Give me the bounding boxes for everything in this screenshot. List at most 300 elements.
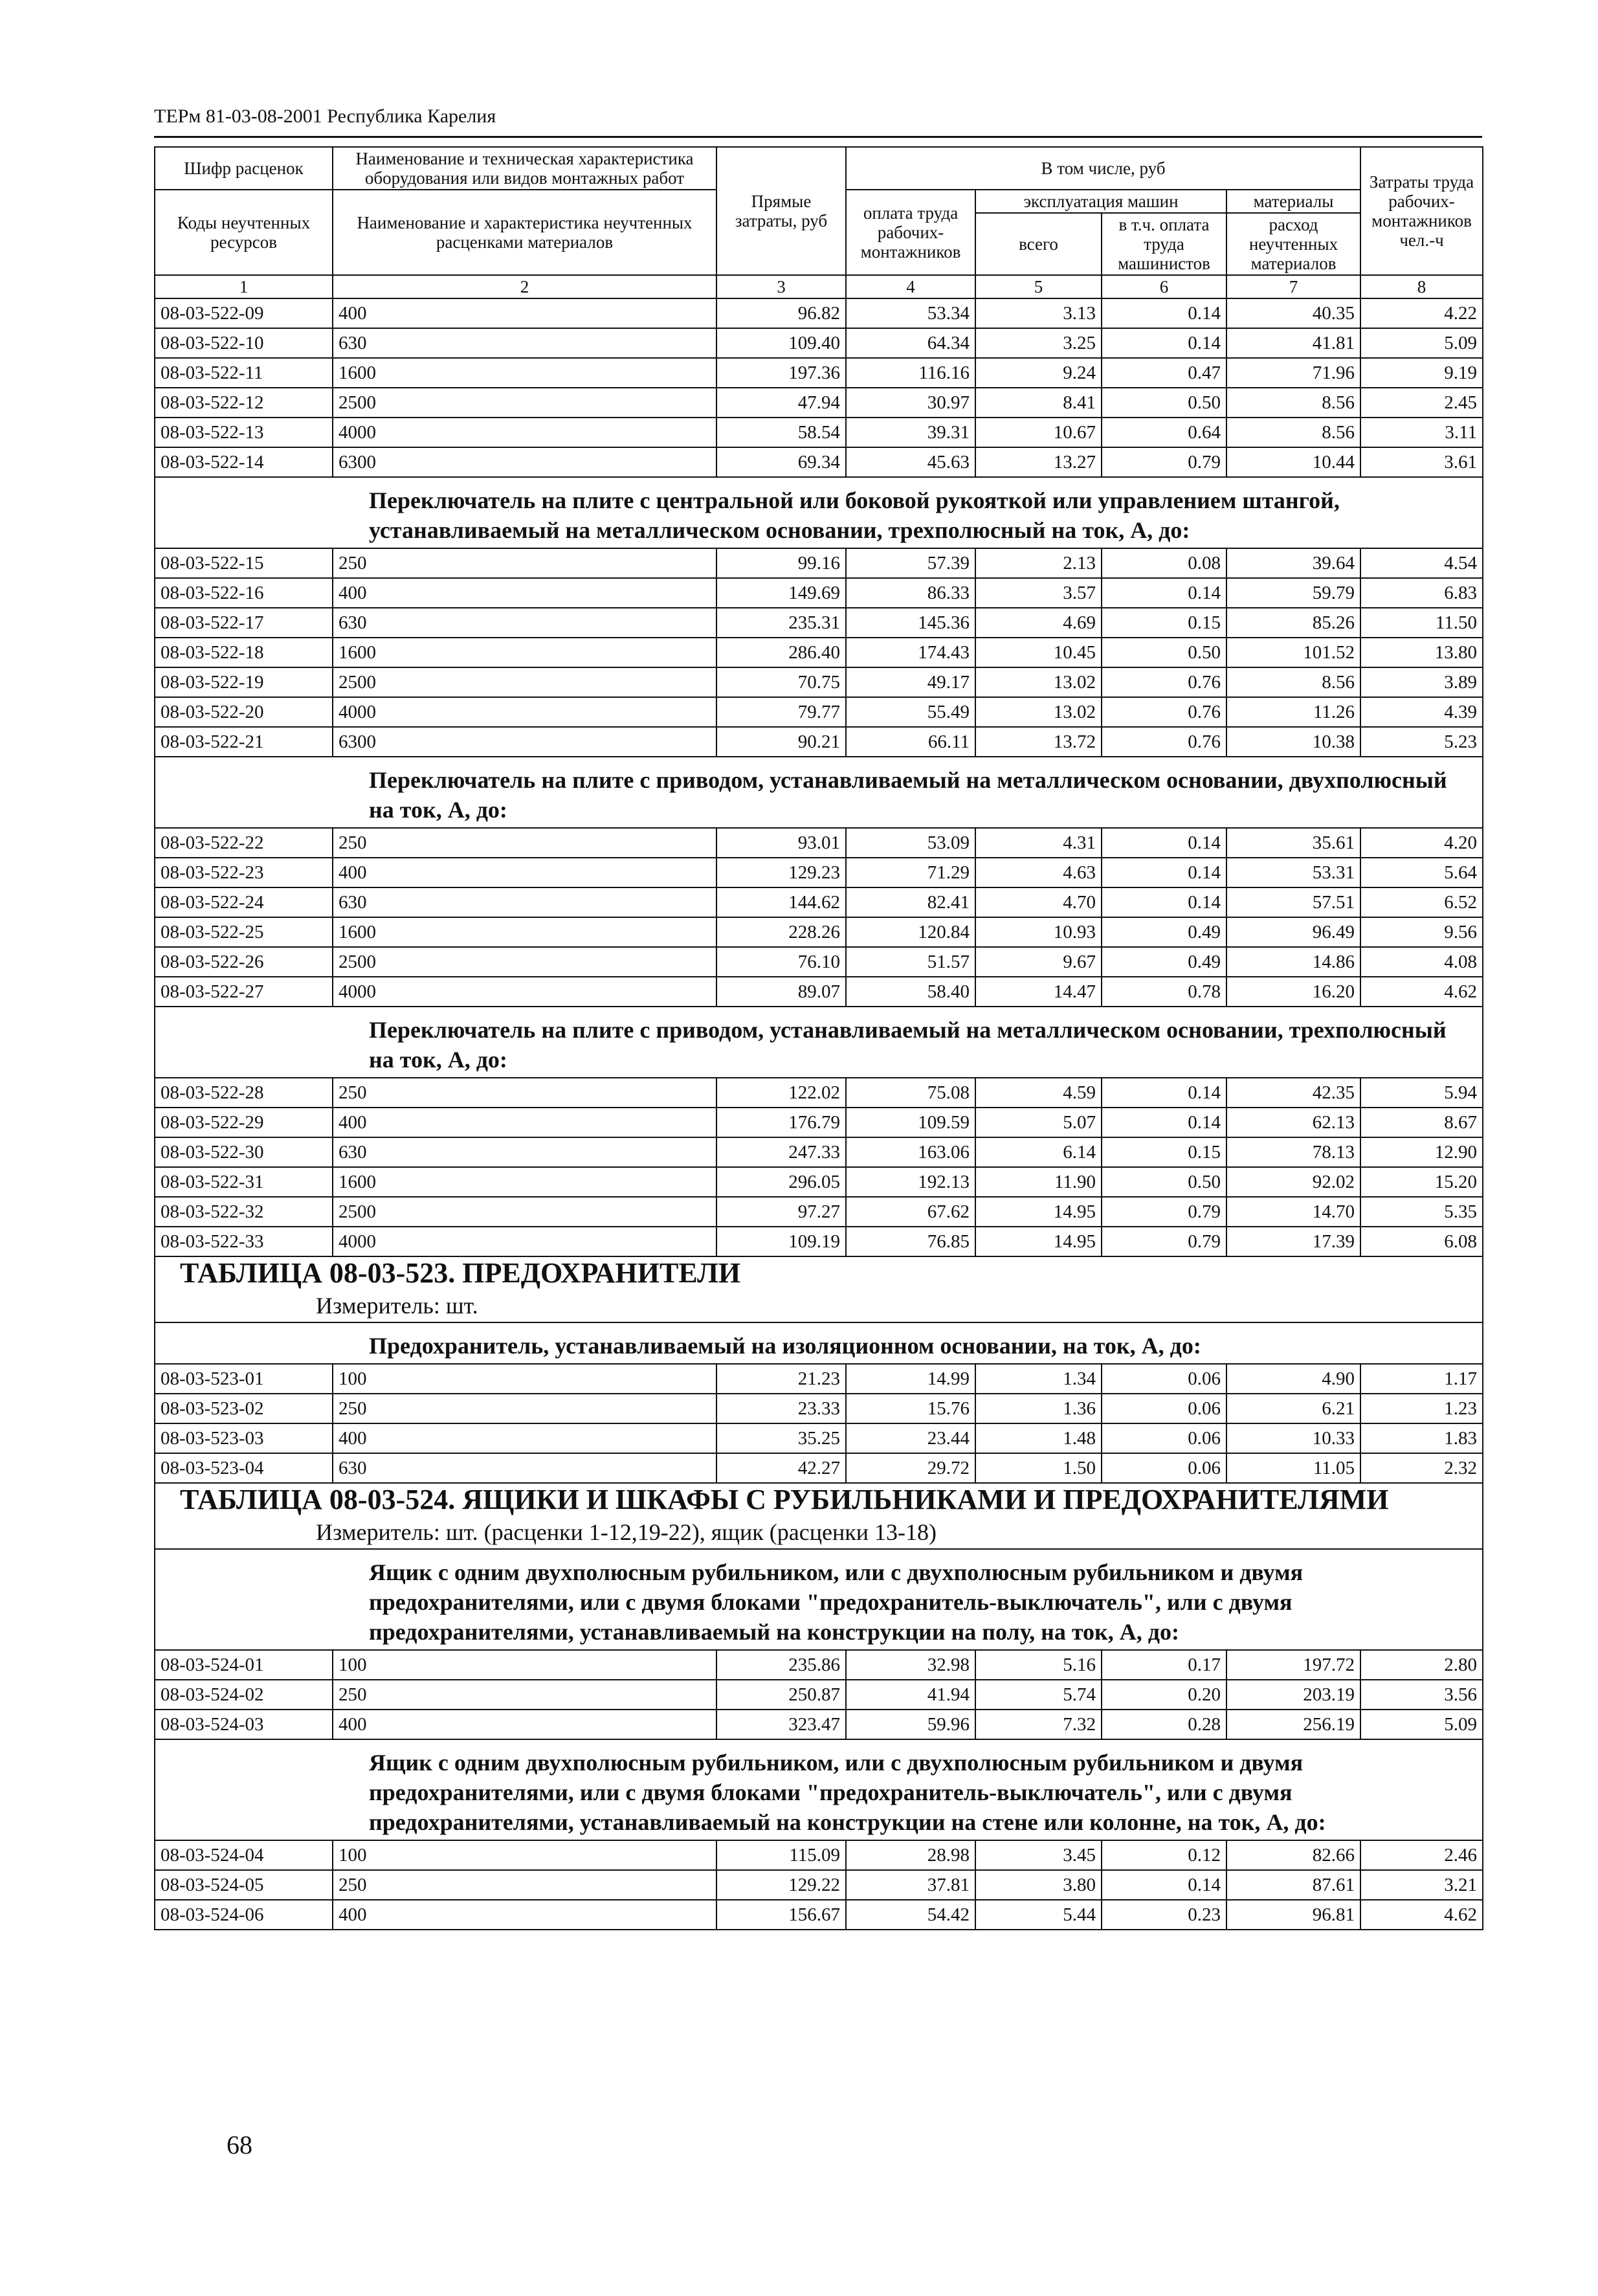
cost-value: 0.14 (1102, 828, 1226, 858)
cost-value: 120.84 (846, 917, 975, 947)
cost-value: 96.49 (1226, 917, 1360, 947)
col-index: 3 (716, 275, 846, 298)
rate-current: 250 (333, 828, 716, 858)
cost-value: 30.97 (846, 388, 975, 418)
rate-code: 08-03-522-16 (155, 578, 333, 608)
col-index: 5 (975, 275, 1102, 298)
cost-value: 6.08 (1360, 1227, 1483, 1256)
rate-code: 08-03-524-02 (155, 1680, 333, 1710)
cost-value: 5.35 (1360, 1197, 1483, 1227)
cost-value: 1.23 (1360, 1394, 1483, 1423)
cost-value: 11.26 (1226, 697, 1360, 727)
cost-value: 57.51 (1226, 887, 1360, 917)
rate-current: 400 (333, 1108, 716, 1137)
cost-value: 109.40 (716, 328, 846, 358)
section-title: Переключатель на плите с приводом, устанавливаемый на металлическом основании, трехполюсный на ток, А, до: (155, 1007, 1483, 1078)
cost-value: 3.61 (1360, 447, 1483, 477)
cost-value: 14.47 (975, 977, 1102, 1007)
cost-value: 39.31 (846, 418, 975, 447)
cost-value: 10.38 (1226, 727, 1360, 757)
col-code-top: Шифр расценок (155, 147, 333, 190)
table-row (155, 1364, 1483, 1394)
cost-value: 0.08 (1102, 548, 1226, 578)
cost-value: 4.39 (1360, 697, 1483, 727)
rate-current: 1600 (333, 358, 716, 388)
rate-current: 1600 (333, 917, 716, 947)
table-row (155, 977, 1483, 1007)
cost-value: 4.90 (1226, 1364, 1360, 1394)
cost-value: 10.44 (1226, 447, 1360, 477)
rate-current: 250 (333, 1680, 716, 1710)
rate-code: 08-03-522-30 (155, 1137, 333, 1167)
cost-value: 16.20 (1226, 977, 1360, 1007)
rate-current: 4000 (333, 1227, 716, 1256)
cost-value: 0.79 (1102, 1197, 1226, 1227)
cost-value: 42.27 (716, 1453, 846, 1483)
rate-code: 08-03-524-06 (155, 1900, 333, 1930)
cost-value: 8.41 (975, 388, 1102, 418)
table-row (155, 1680, 1483, 1710)
header-rule (154, 136, 1482, 138)
cost-value: 129.22 (716, 1870, 846, 1900)
cost-value: 8.56 (1226, 667, 1360, 697)
rate-current: 100 (333, 1840, 716, 1870)
rate-current: 400 (333, 578, 716, 608)
table-row (155, 608, 1483, 638)
cost-value: 13.27 (975, 447, 1102, 477)
cost-value: 15.20 (1360, 1167, 1483, 1197)
cost-value: 93.01 (716, 828, 846, 858)
table-row (155, 1167, 1483, 1197)
col-machines: эксплуатация машин (975, 190, 1226, 213)
cost-value: 144.62 (716, 887, 846, 917)
cost-value: 99.16 (716, 548, 846, 578)
cost-value: 0.14 (1102, 578, 1226, 608)
cost-value: 0.15 (1102, 608, 1226, 638)
cost-value: 96.82 (716, 298, 846, 328)
cost-value: 0.76 (1102, 727, 1226, 757)
rate-code: 08-03-522-12 (155, 388, 333, 418)
cost-value: 6.21 (1226, 1394, 1360, 1423)
cost-value: 0.50 (1102, 1167, 1226, 1197)
cost-value: 14.70 (1226, 1197, 1360, 1227)
section-title: Ящик с одним двухполюсным рубильником, или с двухполюсным рубильником и двумя предохранителями, или с двумя блоками "предохранитель-выключатель", или с двумя предохранителями, устанавливаемый на конструкции на полу, на ток, А, до: (155, 1549, 1483, 1650)
cost-value: 4.69 (975, 608, 1102, 638)
cost-value: 57.39 (846, 548, 975, 578)
cost-value: 0.49 (1102, 917, 1226, 947)
cost-value: 5.09 (1360, 328, 1483, 358)
cost-value: 0.17 (1102, 1650, 1226, 1680)
cost-value: 109.59 (846, 1108, 975, 1137)
table-row (155, 1227, 1483, 1256)
cost-value: 97.27 (716, 1197, 846, 1227)
rate-code: 08-03-524-01 (155, 1650, 333, 1680)
cost-value: 250.87 (716, 1680, 846, 1710)
col-direct: Прямые затраты, руб (716, 147, 846, 275)
cost-value: 35.25 (716, 1423, 846, 1453)
cost-value: 14.95 (975, 1227, 1102, 1256)
rate-current: 400 (333, 1710, 716, 1739)
cost-value: 29.72 (846, 1453, 975, 1483)
cost-value: 116.16 (846, 358, 975, 388)
cost-value: 75.08 (846, 1078, 975, 1108)
cost-value: 3.25 (975, 328, 1102, 358)
col-machinists-pay: в т.ч. оплата труда машинистов (1102, 213, 1226, 275)
cost-value: 0.79 (1102, 447, 1226, 477)
cost-value: 0.06 (1102, 1364, 1226, 1394)
table-title: ТАБЛИЦА 08-03-523. ПРЕДОХРАНИТЕЛИ (180, 1257, 741, 1289)
rate-code: 08-03-522-14 (155, 447, 333, 477)
col-index: 1 (155, 275, 333, 298)
cost-value: 2.45 (1360, 388, 1483, 418)
cost-value: 5.44 (975, 1900, 1102, 1930)
rate-current: 2500 (333, 667, 716, 697)
rate-code: 08-03-522-19 (155, 667, 333, 697)
rate-code: 08-03-523-01 (155, 1364, 333, 1394)
cost-value: 40.35 (1226, 298, 1360, 328)
table-row (155, 358, 1483, 388)
cost-value: 101.52 (1226, 638, 1360, 667)
rate-current: 4000 (333, 977, 716, 1007)
cost-value: 11.50 (1360, 608, 1483, 638)
rate-current: 1600 (333, 638, 716, 667)
cost-value: 10.45 (975, 638, 1102, 667)
cost-value: 0.14 (1102, 328, 1226, 358)
rate-code: 08-03-522-18 (155, 638, 333, 667)
table-measure: Измеритель: шт. (316, 1293, 478, 1319)
section-row (155, 1549, 1483, 1650)
table-row (155, 447, 1483, 477)
cost-value: 1.83 (1360, 1423, 1483, 1453)
cost-value: 13.72 (975, 727, 1102, 757)
cost-value: 5.74 (975, 1680, 1102, 1710)
column-index-row (155, 275, 1483, 298)
cost-value: 17.39 (1226, 1227, 1360, 1256)
cost-value: 323.47 (716, 1710, 846, 1739)
cost-value: 9.24 (975, 358, 1102, 388)
cost-value: 13.02 (975, 667, 1102, 697)
cost-value: 82.66 (1226, 1840, 1360, 1870)
cost-value: 296.05 (716, 1167, 846, 1197)
table-row (155, 667, 1483, 697)
cost-value: 3.45 (975, 1840, 1102, 1870)
col-index: 8 (1360, 275, 1483, 298)
cost-value: 5.07 (975, 1108, 1102, 1137)
col-machines-total: всего (975, 213, 1102, 275)
col-labor-hours: Затраты труда рабочих-монтажников чел.-ч (1360, 147, 1483, 275)
cost-value: 0.76 (1102, 697, 1226, 727)
rate-current: 250 (333, 1078, 716, 1108)
col-index: 4 (846, 275, 975, 298)
cost-value: 5.94 (1360, 1078, 1483, 1108)
table-row (155, 1710, 1483, 1739)
cost-value: 163.06 (846, 1137, 975, 1167)
cost-value: 13.02 (975, 697, 1102, 727)
cost-value: 2.80 (1360, 1650, 1483, 1680)
cost-value: 3.13 (975, 298, 1102, 328)
cost-value: 1.36 (975, 1394, 1102, 1423)
rate-code: 08-03-522-11 (155, 358, 333, 388)
rate-code: 08-03-523-04 (155, 1453, 333, 1483)
cost-value: 0.14 (1102, 1108, 1226, 1137)
cost-value: 3.21 (1360, 1870, 1483, 1900)
cost-value: 79.77 (716, 697, 846, 727)
rate-current: 250 (333, 1870, 716, 1900)
cost-value: 92.02 (1226, 1167, 1360, 1197)
cost-value: 197.72 (1226, 1650, 1360, 1680)
rate-current: 100 (333, 1364, 716, 1394)
table-row (155, 298, 1483, 328)
cost-value: 87.61 (1226, 1870, 1360, 1900)
cost-value: 41.81 (1226, 328, 1360, 358)
cost-value: 0.64 (1102, 418, 1226, 447)
cost-value: 286.40 (716, 638, 846, 667)
rate-current: 630 (333, 887, 716, 917)
rate-current: 250 (333, 1394, 716, 1423)
cost-value: 70.75 (716, 667, 846, 697)
cost-value: 96.81 (1226, 1900, 1360, 1930)
rate-code: 08-03-522-27 (155, 977, 333, 1007)
cost-value: 0.06 (1102, 1423, 1226, 1453)
cost-value: 71.96 (1226, 358, 1360, 388)
cost-value: 28.98 (846, 1840, 975, 1870)
cost-value: 14.86 (1226, 947, 1360, 977)
cost-value: 59.79 (1226, 578, 1360, 608)
cost-value: 0.14 (1102, 858, 1226, 887)
cost-value: 4.31 (975, 828, 1102, 858)
cost-value: 69.34 (716, 447, 846, 477)
cost-value: 10.33 (1226, 1423, 1360, 1453)
cost-value: 1.34 (975, 1364, 1102, 1394)
rate-current: 6300 (333, 727, 716, 757)
cost-value: 78.13 (1226, 1137, 1360, 1167)
rate-code: 08-03-522-24 (155, 887, 333, 917)
cost-value: 0.50 (1102, 638, 1226, 667)
cost-value: 58.40 (846, 977, 975, 1007)
cost-value: 3.80 (975, 1870, 1102, 1900)
cost-value: 122.02 (716, 1078, 846, 1108)
cost-value: 49.17 (846, 667, 975, 697)
cost-value: 5.16 (975, 1650, 1102, 1680)
rate-code: 08-03-522-22 (155, 828, 333, 858)
cost-value: 76.10 (716, 947, 846, 977)
cost-value: 4.62 (1360, 1900, 1483, 1930)
cost-value: 89.07 (716, 977, 846, 1007)
cost-value: 11.90 (975, 1167, 1102, 1197)
cost-value: 0.14 (1102, 298, 1226, 328)
table-row (155, 1650, 1483, 1680)
rate-code: 08-03-522-21 (155, 727, 333, 757)
cost-value: 23.33 (716, 1394, 846, 1423)
rate-current: 400 (333, 1423, 716, 1453)
cost-value: 11.05 (1226, 1453, 1360, 1483)
rate-code: 08-03-522-28 (155, 1078, 333, 1108)
table-row (155, 887, 1483, 917)
cost-value: 235.31 (716, 608, 846, 638)
table-row (155, 548, 1483, 578)
section-title: Переключатель на плите с центральной или боковой рукояткой или управлением штангой, устанавливаемый на металлическом основании, трехполюсный на ток, А, до: (155, 477, 1483, 548)
rate-code: 08-03-522-31 (155, 1167, 333, 1197)
cost-value: 86.33 (846, 578, 975, 608)
cost-value: 203.19 (1226, 1680, 1360, 1710)
table-row (155, 1840, 1483, 1870)
table-row (155, 917, 1483, 947)
cost-value: 129.23 (716, 858, 846, 887)
cost-value: 23.44 (846, 1423, 975, 1453)
cost-value: 8.56 (1226, 418, 1360, 447)
table-row (155, 697, 1483, 727)
cost-value: 5.09 (1360, 1710, 1483, 1739)
section-title: Ящик с одним двухполюсным рубильником, или с двухполюсным рубильником и двумя предохранителями, или с двумя блоками "предохранитель-выключатель", или с двумя предохранителями, устанавливаемый на конструкции на стене или колонне, на ток, А, до: (155, 1739, 1483, 1840)
rate-code: 08-03-524-04 (155, 1840, 333, 1870)
cost-value: 64.34 (846, 328, 975, 358)
rate-current: 630 (333, 1137, 716, 1167)
rate-code: 08-03-522-25 (155, 917, 333, 947)
cost-value: 228.26 (716, 917, 846, 947)
rate-current: 2500 (333, 1197, 716, 1227)
cost-value: 0.79 (1102, 1227, 1226, 1256)
rate-code: 08-03-522-13 (155, 418, 333, 447)
table-row (155, 1453, 1483, 1483)
table-row (155, 1394, 1483, 1423)
cost-value: 0.76 (1102, 667, 1226, 697)
section-row (155, 1739, 1483, 1840)
rate-current: 2500 (333, 947, 716, 977)
cost-value: 4.63 (975, 858, 1102, 887)
rate-current: 6300 (333, 447, 716, 477)
table-row (155, 638, 1483, 667)
cost-value: 9.19 (1360, 358, 1483, 388)
rate-current: 400 (333, 298, 716, 328)
rate-code: 08-03-522-29 (155, 1108, 333, 1137)
cost-value: 0.14 (1102, 887, 1226, 917)
cost-value: 32.98 (846, 1650, 975, 1680)
col-code-bottom: Коды неучтенных ресурсов (155, 190, 333, 275)
cost-value: 6.14 (975, 1137, 1102, 1167)
rate-current: 400 (333, 858, 716, 887)
rate-current: 630 (333, 1453, 716, 1483)
cost-value: 109.19 (716, 1227, 846, 1256)
cost-value: 90.21 (716, 727, 846, 757)
cost-value: 4.54 (1360, 548, 1483, 578)
page-number: 68 (227, 2130, 252, 2159)
cost-value: 1.48 (975, 1423, 1102, 1453)
cost-value: 4.62 (1360, 977, 1483, 1007)
cost-value: 47.94 (716, 388, 846, 418)
cost-value: 115.09 (716, 1840, 846, 1870)
cost-value: 42.35 (1226, 1078, 1360, 1108)
col-index: 6 (1102, 275, 1226, 298)
cost-value: 4.08 (1360, 947, 1483, 977)
rate-code: 08-03-522-32 (155, 1197, 333, 1227)
rate-code: 08-03-522-33 (155, 1227, 333, 1256)
cost-value: 1.50 (975, 1453, 1102, 1483)
rate-current: 4000 (333, 697, 716, 727)
cost-value: 0.14 (1102, 1870, 1226, 1900)
rate-current: 100 (333, 1650, 716, 1680)
cost-value: 67.62 (846, 1197, 975, 1227)
cost-value: 2.46 (1360, 1840, 1483, 1870)
cost-value: 55.49 (846, 697, 975, 727)
cost-value: 0.06 (1102, 1453, 1226, 1483)
cost-value: 4.70 (975, 887, 1102, 917)
cost-value: 51.57 (846, 947, 975, 977)
cost-value: 149.69 (716, 578, 846, 608)
table-row (155, 1870, 1483, 1900)
cost-value: 4.22 (1360, 298, 1483, 328)
cost-value: 5.64 (1360, 858, 1483, 887)
table-row (155, 578, 1483, 608)
col-index: 7 (1226, 275, 1360, 298)
cost-value: 0.12 (1102, 1840, 1226, 1870)
cost-value: 59.96 (846, 1710, 975, 1739)
rate-code: 08-03-522-17 (155, 608, 333, 638)
cost-value: 4.59 (975, 1078, 1102, 1108)
cost-value: 0.78 (1102, 977, 1226, 1007)
rate-code: 08-03-522-26 (155, 947, 333, 977)
cost-value: 192.13 (846, 1167, 975, 1197)
cost-value: 35.61 (1226, 828, 1360, 858)
table-row (155, 1108, 1483, 1137)
price-table (154, 146, 1483, 1930)
cost-value: 6.83 (1360, 578, 1483, 608)
cost-value: 3.57 (975, 578, 1102, 608)
cost-value: 12.90 (1360, 1137, 1483, 1167)
cost-value: 2.32 (1360, 1453, 1483, 1483)
col-materials-extra: расход неучтенных материалов (1226, 213, 1360, 275)
rate-current: 4000 (333, 418, 716, 447)
cost-value: 247.33 (716, 1137, 846, 1167)
cost-value: 41.94 (846, 1680, 975, 1710)
cost-value: 45.63 (846, 447, 975, 477)
cost-value: 3.89 (1360, 667, 1483, 697)
cost-value: 14.99 (846, 1364, 975, 1394)
col-incl: В том числе, руб (846, 147, 1360, 190)
rate-current: 250 (333, 548, 716, 578)
rate-code: 08-03-522-15 (155, 548, 333, 578)
table-heading-row (155, 1256, 1483, 1322)
table-row (155, 727, 1483, 757)
cost-value: 235.86 (716, 1650, 846, 1680)
cost-value: 5.23 (1360, 727, 1483, 757)
rate-current: 630 (333, 608, 716, 638)
cost-value: 156.67 (716, 1900, 846, 1930)
table-row (155, 1137, 1483, 1167)
table-row (155, 1900, 1483, 1930)
cost-value: 10.67 (975, 418, 1102, 447)
cost-value: 53.34 (846, 298, 975, 328)
cost-value: 53.31 (1226, 858, 1360, 887)
col-name-bottom: Наименование и характеристика неучтенных расценками материалов (333, 190, 716, 275)
cost-value: 0.28 (1102, 1710, 1226, 1739)
table-row (155, 418, 1483, 447)
running-title: ТЕРм 81-03-08-2001 Республика Карелия (154, 106, 496, 127)
cost-value: 174.43 (846, 638, 975, 667)
rate-current: 1600 (333, 1167, 716, 1197)
cost-value: 0.23 (1102, 1900, 1226, 1930)
table-row (155, 828, 1483, 858)
cost-value: 9.56 (1360, 917, 1483, 947)
cost-value: 3.56 (1360, 1680, 1483, 1710)
table-row (155, 1423, 1483, 1453)
table-row (155, 388, 1483, 418)
cost-value: 62.13 (1226, 1108, 1360, 1137)
rate-code: 08-03-522-20 (155, 697, 333, 727)
table-row (155, 858, 1483, 887)
rate-current: 2500 (333, 388, 716, 418)
cost-value: 15.76 (846, 1394, 975, 1423)
rate-code: 08-03-524-03 (155, 1710, 333, 1739)
